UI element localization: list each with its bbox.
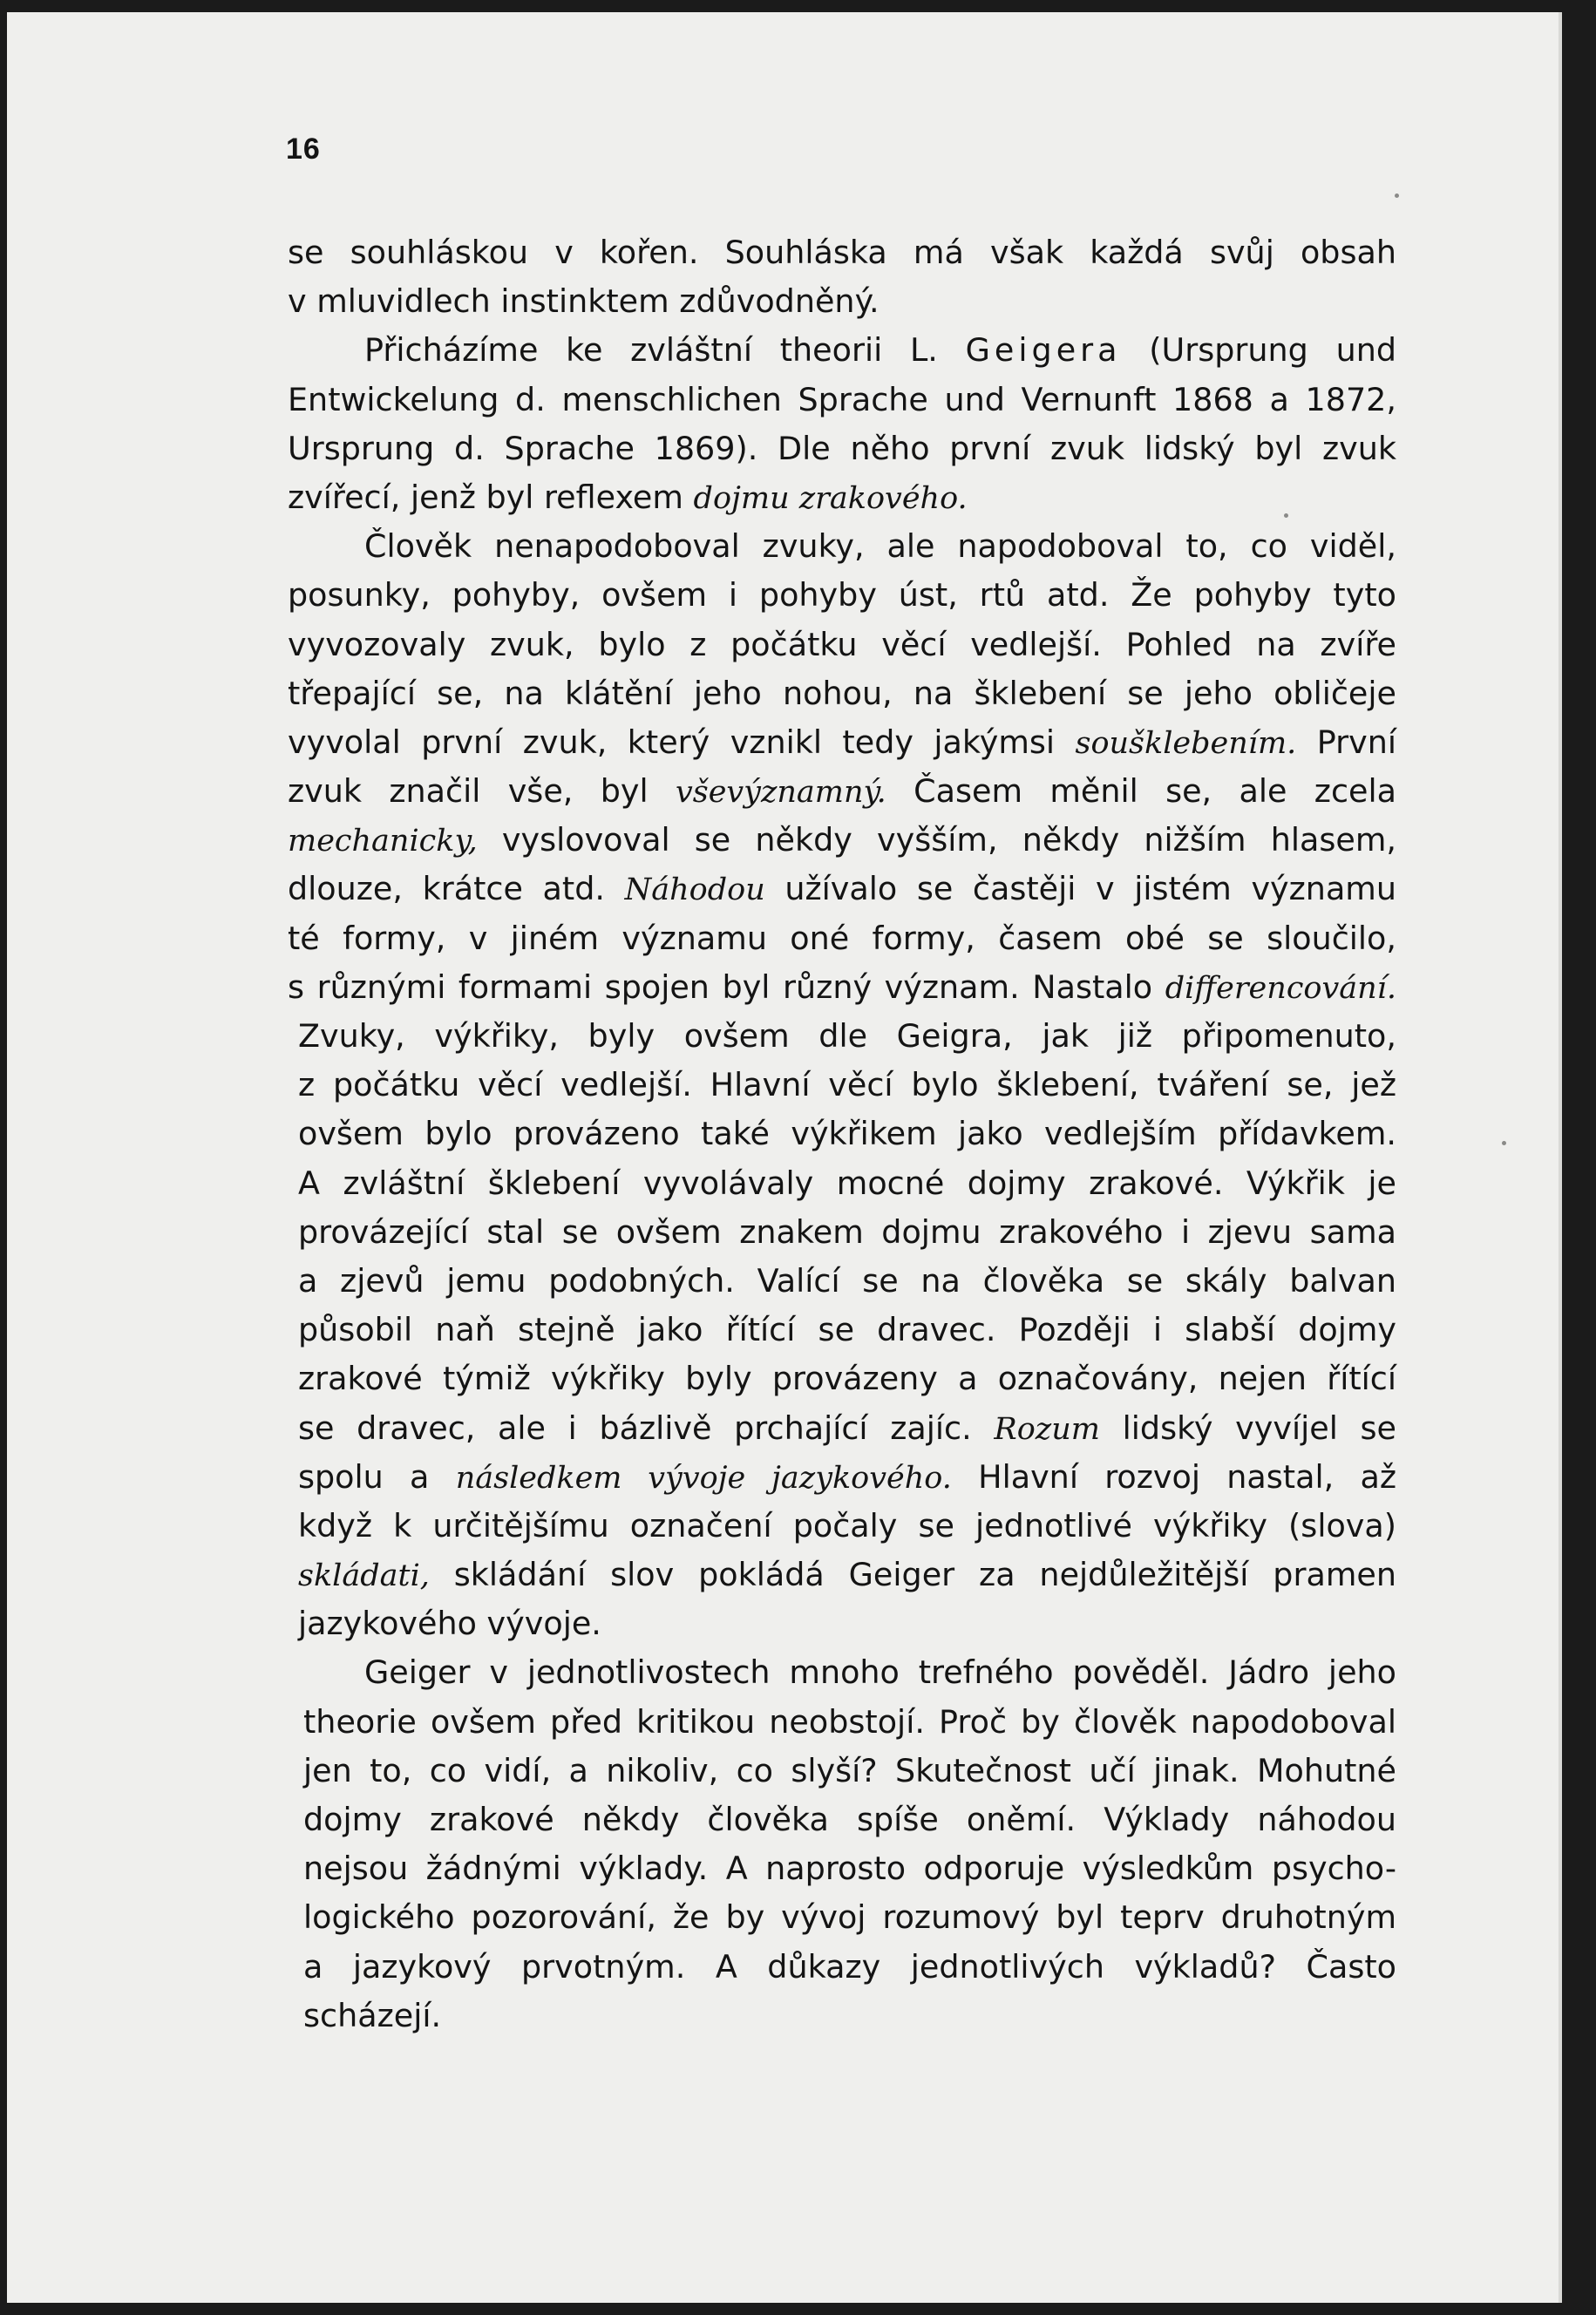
italic-term: differencování. xyxy=(1165,970,1396,1006)
text-line: Zvuky, výkřiky, byly ovšem dle Geigra, jak již připomenuto, xyxy=(298,1017,1396,1055)
text-line: A zvláštní šklebení vyvolávaly mocné dojmy zrakové. Výkřik je xyxy=(298,1164,1396,1202)
italic-term: Náhodou xyxy=(624,872,765,908)
paper-speck xyxy=(1395,193,1399,198)
text-line: logického pozorování, že by vývoj rozumový byl teprv druhotným xyxy=(303,1898,1396,1937)
text-line: Entwickelung d. menschlichen Sprache und Vernunft 1868 a 1872, xyxy=(288,380,1396,418)
text-line: zvířecí, jenž byl reflexem dojmu zrakového. xyxy=(288,478,968,516)
text-line: posunky, pohyby, ovšem i pohyby úst, rtů atd. Že pohyby tyto xyxy=(288,576,1396,614)
italic-term: dojmu zrakového. xyxy=(693,480,968,516)
text-line: Ursprung d. Sprache 1869). Dle něho první zvuk lidský byl zvuk xyxy=(288,429,1396,467)
text-line: když k určitějšímu označení počaly se jednotlivé výkřiky (slova) xyxy=(298,1506,1396,1544)
text-line: vyvozovaly zvuk, bylo z počátku věcí vedlejší. Pohled na zvíře xyxy=(288,625,1396,663)
text-line: působil naň stejně jako řítící se dravec. Později i slabší dojmy xyxy=(298,1311,1396,1349)
text-line: ovšem bylo provázeno také výkřikem jako vedlejším přídavkem. xyxy=(298,1115,1396,1153)
text-line: se dravec, ale i bázlivě prchající zajíc. Rozum lidský vyvíjel se xyxy=(298,1409,1396,1447)
text-line: jazykového vývoje. xyxy=(298,1605,601,1643)
text-line: skládati, skládání slov pokládá Geiger za nejdůležitější pramen xyxy=(298,1556,1396,1594)
text-line: zvuk značil vše, byl vševýznamný. Časem měnil se, ale zcela xyxy=(288,772,1396,811)
italic-term: vševýznamný. xyxy=(675,775,886,811)
italic-term: soušklebením. xyxy=(1075,725,1297,761)
text-line: dlouze, krátce atd. Náhodou užívalo se častěji v jistém významu xyxy=(288,870,1396,908)
text-line: se souhláskou v kořen. Souhláska má však každá svůj obsah xyxy=(288,234,1396,271)
author-name: Geigera xyxy=(965,331,1122,370)
text-line: Geiger v jednotlivostech mnoho trefného pověděl. Jádro jeho xyxy=(364,1653,1396,1692)
body-text xyxy=(288,228,1396,2040)
text-line: theorie ovšem před kritikou neobstojí. Proč by člověk napodoboval xyxy=(303,1702,1396,1741)
text-line: té formy, v jiném významu oné formy, časem obé se sloučilo, xyxy=(288,919,1396,957)
text-line: zrakové týmiž výkřiky byly provázeny a označovány, nejen řítící xyxy=(298,1360,1396,1398)
text-line: scházejí. xyxy=(303,1996,442,2034)
text-line: jen to, co vidí, a nikoliv, co slyší? Skutečnost učí jinak. Mohutné xyxy=(303,1751,1396,1789)
text-line: Přicházíme ke zvláštní theorii L. Geigera (Ursprung und xyxy=(364,331,1397,370)
text-line: v mluvidlech instinktem zdůvodněný. xyxy=(288,282,879,321)
text-line: vyvolal první zvuk, který vznikl tedy jakýmsi soušklebením. První xyxy=(288,723,1396,761)
italic-term: mechanicky, xyxy=(288,824,478,859)
text-line: z počátku věcí vedlejší. Hlavní věcí bylo šklebení, tváření se, jež xyxy=(298,1066,1396,1104)
page-number: 16 xyxy=(286,132,321,166)
text-line: s různými formami spojen byl různý význam. Nastalo differencování. xyxy=(288,967,1396,1006)
page-edge xyxy=(1559,12,1562,2303)
text-line: třepající se, na klátění jeho nohou, na šklebení se jeho obličeje xyxy=(288,674,1396,712)
text-line: mechanicky, vyslovoval se někdy vyšším, někdy nižším hlasem, xyxy=(288,821,1396,859)
paper-speck xyxy=(1502,1141,1506,1145)
text-line: nejsou žádnými výklady. A naprosto odporuje výsledkům psycho- xyxy=(303,1850,1396,1888)
text-line: Člověk nenapodoboval zvuky, ale napodoboval to, co viděl, xyxy=(364,527,1396,566)
text-line: dojmy zrakové někdy člověka spíše oněmí. Výklady náhodou xyxy=(303,1801,1396,1838)
text-line: a jazykový prvotným. A důkazy jednotlivých výkladů? Často xyxy=(303,1947,1396,1986)
italic-term: následkem vývoje jazykového. xyxy=(455,1460,952,1496)
italic-term: Rozum xyxy=(994,1411,1100,1447)
text-line: a zjevů jemu podobných. Valící se na člověka se skály balvan xyxy=(298,1261,1396,1300)
italic-term: skládati, xyxy=(298,1558,430,1594)
text-line: spolu a následkem vývoje jazykového. Hlavní rozvoj nastal, až xyxy=(298,1457,1396,1496)
text-line: provázející stal se ovšem znakem dojmu zrakového i zjevu sama xyxy=(298,1212,1396,1251)
